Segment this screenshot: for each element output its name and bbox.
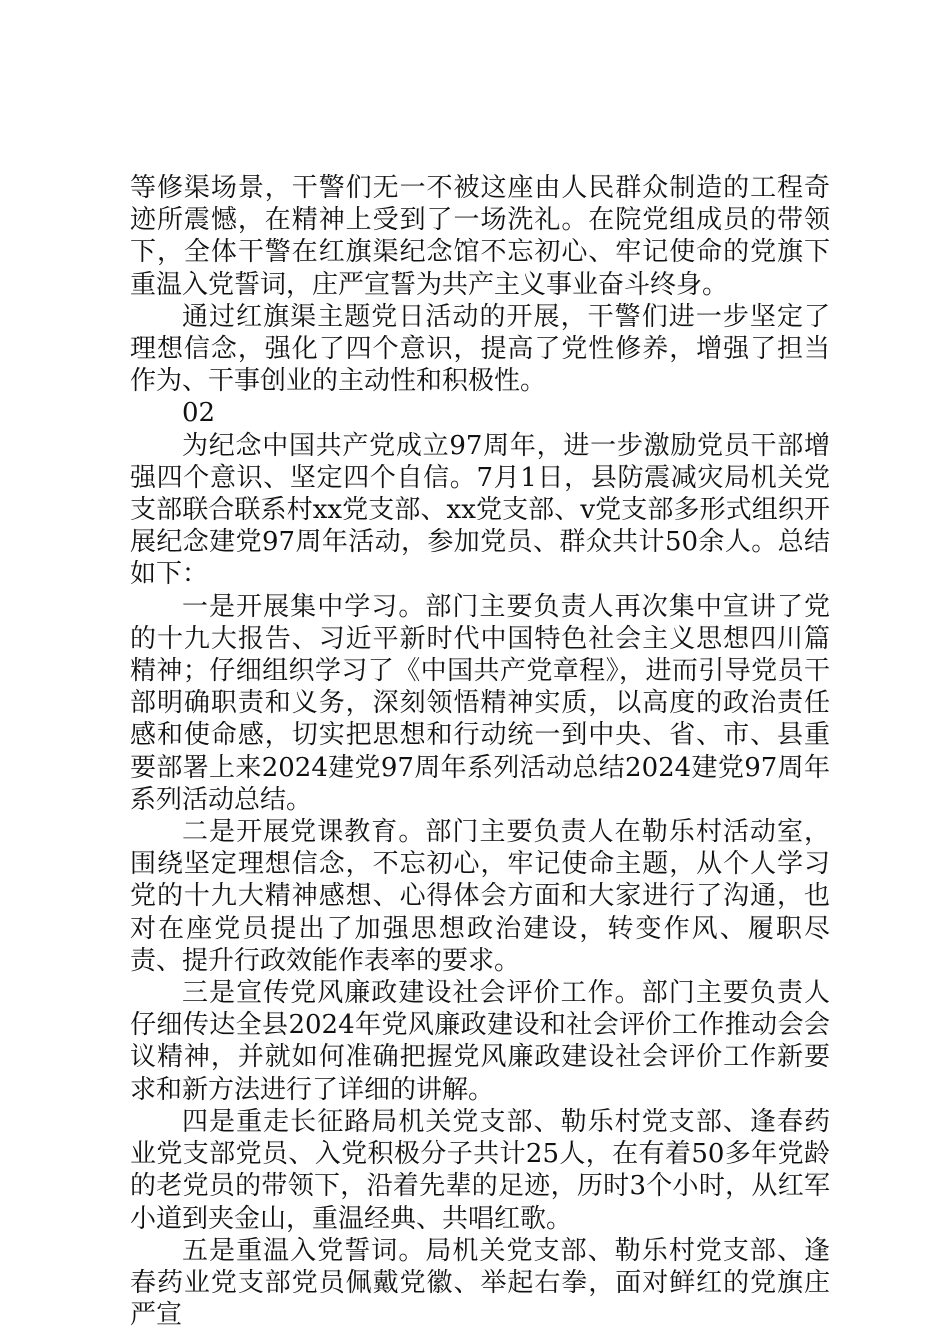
- paragraph-item-4: 四是重走长征路局机关党支部、勒乐村党支部、逢春药业党支部党员、入党积极分子共计25人，在有着50多年党龄的老党员的带领下，沿着先辈的足迹，历时3个小时，从红军小道到夹金山，重温经典、共唱红歌。: [130, 1106, 830, 1234]
- paragraph-item-5: 五是重温入党誓词。局机关党支部、勒乐村党支部、逢春药业党支部党员佩戴党徽、举起右拳，面对鲜红的党旗庄严宣: [130, 1235, 830, 1331]
- paragraph-item-1: 一是开展集中学习。部门主要负责人再次集中宣讲了党的十九大报告、习近平新时代中国特色社会主义思想四川篇精神；仔细组织学习了《中国共产党章程》，进而引导党员干部明确职责和义务，深刻领悟精神实质，以高度的政治责任感和使命感，切实把思想和行动统一到中央、省、市、县重要部署上来2024建党97周年系列活动总结2024建党97周年系列活动总结。: [130, 591, 830, 815]
- paragraph-item-3: 三是宣传党风廉政建设社会评价工作。部门主要负责人仔细传达全县2024年党风廉政建设和社会评价工作推动会会议精神，并就如何准确把握党风廉政建设社会评价工作新要求和新方法进行了详细的讲解。: [130, 978, 830, 1105]
- paragraph-item-2: 二是开展党课教育。部门主要负责人在勒乐村活动室，围绕坚定理想信念，不忘初心，牢记使命主题，从个人学习党的十九大精神感想、心得体会方面和大家进行了沟通，也对在座党员提出了加强思想政治建设，转变作风、履职尽责、提升行政效能作表率的要求。: [130, 817, 830, 976]
- document-page: [130, 172, 830, 1331]
- paragraph-summary: 通过红旗渠主题党日活动的开展，干警们进一步坚定了理想信念，强化了四个意识，提高了党性修养，增强了担当作为、干事创业的主动性和积极性。: [130, 301, 830, 397]
- paragraph-continuation: 等修渠场景，干警们无一不被这座由人民群众制造的工程奇迹所震憾，在精神上受到了一场洗礼。在院党组成员的带领下，全体干警在红旗渠纪念馆不忘初心、牢记使命的党旗下重温入党誓词，庄严宣誓为共产主义事业奋斗终身。: [130, 173, 830, 300]
- paragraph-intro: 为纪念中国共产党成立97周年，进一步激励党员干部增强四个意识、坚定四个自信。7月1日，县防震减灾局机关党支部联合联系村xx党支部、xx党支部、v党支部多形式组织开展纪念建党97周年活动，参加党员、群众共计50余人。总结如下：: [130, 430, 830, 590]
- section-number: 02: [182, 398, 216, 429]
